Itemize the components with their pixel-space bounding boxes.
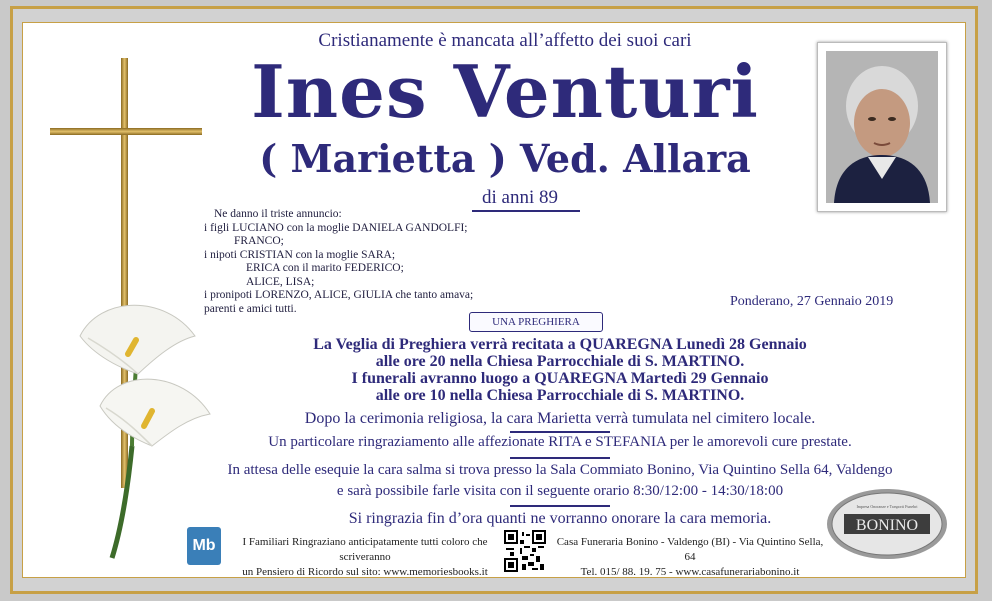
place-date: Ponderano, 27 Gennaio 2019 xyxy=(730,294,894,309)
prayer-button[interactable]: UNA PREGHIERA xyxy=(469,312,603,332)
memories-text xyxy=(230,535,500,580)
funeral-line-2: alle ore 10 nella Chiesa Parrocchiale di S. MARTINO. xyxy=(375,387,745,404)
qr-code-icon[interactable] xyxy=(504,530,546,572)
intro-text: Cristianamente è mancata all’affetto dei suoi cari xyxy=(318,30,692,51)
age-text: di anni 89 xyxy=(482,187,558,208)
mb-icon: Mb xyxy=(187,527,221,565)
visit-line-1: In attesa delle esequie la cara salma si trova presso la Sala Commiato Bonino, Via Quintino Sella 64, Valdengo xyxy=(227,462,893,478)
memoriesbooks-logo[interactable] xyxy=(187,527,221,565)
memories-line-2: un Pensiero di Ricordo sul sito: www.memoriesbooks.it xyxy=(242,566,488,578)
funeral-home-line-1: Casa Funeraria Bonino - Valdengo (BI) - Via Quintino Sella, 64 xyxy=(556,536,824,563)
logo-text: BONINO xyxy=(855,517,919,534)
funeral-line-1: I funerali avranno luogo a QUAREGNA Martedì 29 Gennaio xyxy=(351,370,769,387)
vigil-line-2: alle ore 20 nella Chiesa Parrocchiale di S. MARTINO. xyxy=(375,353,745,370)
burial-line: Dopo la cerimonia religiosa, la cara Marietta verrà tumulata nel cimitero locale. xyxy=(304,410,816,427)
announcement-line: i pronipoti LORENZO, ALICE, GIULIA che tanto amava; xyxy=(204,289,474,301)
bonino-logo xyxy=(826,488,948,560)
announcement-line: i nipoti CRISTIAN con la moglie SARA; xyxy=(204,248,396,261)
announcement-line: i figli LUCIANO con la moglie DANIELA GANDOLFI; xyxy=(204,221,468,234)
funeral-home-text xyxy=(555,535,825,580)
visit-line-2: e sarà possibile farle visita con il seguente orario 8:30/12:00 - 14:30/18:00 xyxy=(336,483,784,499)
deceased-name: Ines Venturi xyxy=(251,49,759,134)
separator xyxy=(510,505,610,507)
calla-lily-icon xyxy=(70,296,220,566)
announcement-line: ERICA con il marito FEDERICO; xyxy=(246,262,404,274)
thanks-line: Un particolare ringraziamento alle affezionate RITA e STEFANIA per le amorevoli cure prestate. xyxy=(268,434,852,450)
announcement-line: FRANCO; xyxy=(234,235,284,247)
announcement-line: parenti e amici tutti. xyxy=(204,302,297,315)
memories-line-1: I Familiari Ringraziano anticipatamente tutti coloro che scriveranno xyxy=(242,536,488,563)
closing-line: Si ringrazia fin d’ora quanti ne vorranno onorare la cara memoria. xyxy=(348,510,772,527)
deceased-nickname: ( Marietta ) Ved. Allara xyxy=(259,136,751,181)
announcement-block xyxy=(204,208,564,316)
announcement-lead: Ne danno il triste annuncio: xyxy=(214,208,342,220)
vigil-line-1: La Veglia di Preghiera verrà recitata a QUAREGNA Lunedì 28 Gennaio xyxy=(313,336,807,353)
funeral-home-line-2: Tel. 015/ 88. 19. 75 - www.casafunerariabonino.it xyxy=(580,566,800,578)
separator xyxy=(510,431,610,433)
announcement-line: ALICE, LISA; xyxy=(246,275,315,288)
logo-subtext: Impresa Onoranze e Trasporti Funebri xyxy=(856,504,918,509)
separator xyxy=(510,457,610,459)
